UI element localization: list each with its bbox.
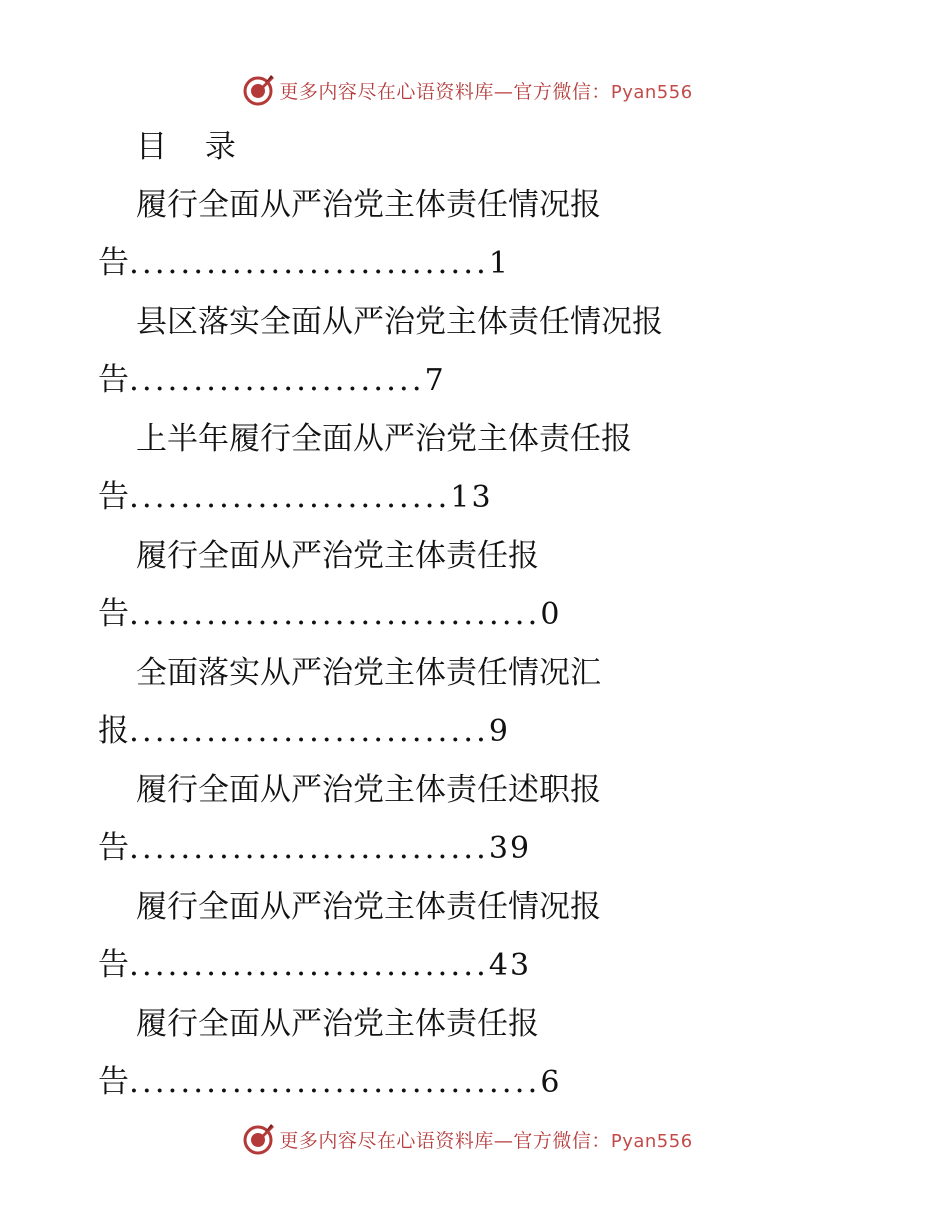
- table-of-contents: [98, 118, 738, 1112]
- toc-entry-title: 履行全面从严治党主体责任情况报: [136, 187, 601, 223]
- toc-entry-leader-line: [98, 819, 738, 878]
- toc-page-number: 7: [424, 363, 446, 398]
- toc-entry-title-tail: 告: [98, 362, 129, 398]
- toc-entry-title-tail: 报: [98, 713, 129, 749]
- watermark-group: [241, 1122, 692, 1156]
- toc-entry-title: 履行全面从严治党主体责任报: [136, 1006, 539, 1042]
- toc-leader-dots: .......................: [129, 362, 425, 398]
- header-watermark: [0, 70, 950, 110]
- toc-heading: 目 录: [136, 129, 250, 165]
- toc-entry-title: 县区落实全面从严治党主体责任情况报: [136, 304, 663, 340]
- toc-leader-dots: ............................: [129, 947, 489, 983]
- toc-entry-leader-line: [98, 936, 738, 995]
- toc-entry-title-tail: 告: [98, 947, 129, 983]
- watermark-group: [241, 73, 692, 107]
- toc-entry-title: 履行全面从严治党主体责任述职报: [136, 772, 601, 808]
- toc-entry[interactable]: [98, 293, 738, 410]
- toc-entry-title-tail: 告: [98, 830, 129, 866]
- toc-entry-leader-line: [98, 234, 738, 293]
- watermark-slogan: 更多内容尽在心语资料库—官方微信：: [279, 80, 611, 103]
- toc-page-number: 6: [540, 1065, 562, 1100]
- toc-entry-title: 全面落实从严治党主体责任情况汇: [136, 655, 601, 691]
- toc-leader-dots: ............................: [129, 830, 489, 866]
- toc-page-number: 43: [488, 948, 532, 983]
- toc-entry[interactable]: [98, 527, 738, 644]
- toc-entry-title-tail: 告: [98, 596, 129, 632]
- toc-page-number: 39: [488, 831, 532, 866]
- toc-leader-dots: ............................: [129, 713, 489, 749]
- toc-entry-title-tail: 告: [98, 1064, 129, 1100]
- quill-logo-icon: [241, 73, 275, 107]
- toc-leader-dots: ................................: [129, 596, 541, 632]
- toc-entry-title: 履行全面从严治党主体责任报: [136, 538, 539, 574]
- watermark-wechat-id: Pyan556: [610, 1130, 693, 1152]
- toc-page-number: 13: [450, 480, 493, 515]
- toc-entry-title-tail: 告: [98, 245, 129, 281]
- toc-entry-title-tail: 告: [98, 479, 129, 515]
- toc-leader-dots: ............................: [129, 245, 489, 281]
- watermark-slogan: 更多内容尽在心语资料库—官方微信：: [279, 1129, 611, 1152]
- watermark-wechat-id: Pyan556: [610, 81, 693, 103]
- toc-entry-leader-line: [98, 351, 738, 410]
- toc-entry-leader-line: [98, 702, 738, 761]
- toc-entry[interactable]: [98, 878, 738, 995]
- quill-logo-icon: [241, 1122, 275, 1156]
- toc-entry[interactable]: [98, 410, 738, 527]
- watermark-text: [279, 1126, 692, 1153]
- toc-page-number: 1: [488, 246, 511, 281]
- toc-page-number: 9: [488, 714, 511, 749]
- watermark-text: [279, 77, 692, 104]
- toc-entry-leader-line: [98, 468, 738, 527]
- toc-entry[interactable]: [98, 995, 738, 1112]
- toc-leader-dots: ................................: [129, 1064, 541, 1100]
- toc-entry[interactable]: [98, 644, 738, 761]
- toc-entry[interactable]: [98, 761, 738, 878]
- toc-entry-title: 上半年履行全面从严治党主体责任报: [136, 421, 632, 457]
- footer-watermark: [0, 1119, 950, 1159]
- toc-leader-dots: .........................: [129, 479, 451, 515]
- toc-page-number: 0: [540, 597, 562, 632]
- toc-entry-title: 履行全面从严治党主体责任情况报: [136, 889, 601, 925]
- toc-entry-leader-line: [98, 585, 738, 644]
- toc-entry[interactable]: [98, 176, 738, 293]
- toc-entry-leader-line: [98, 1053, 738, 1112]
